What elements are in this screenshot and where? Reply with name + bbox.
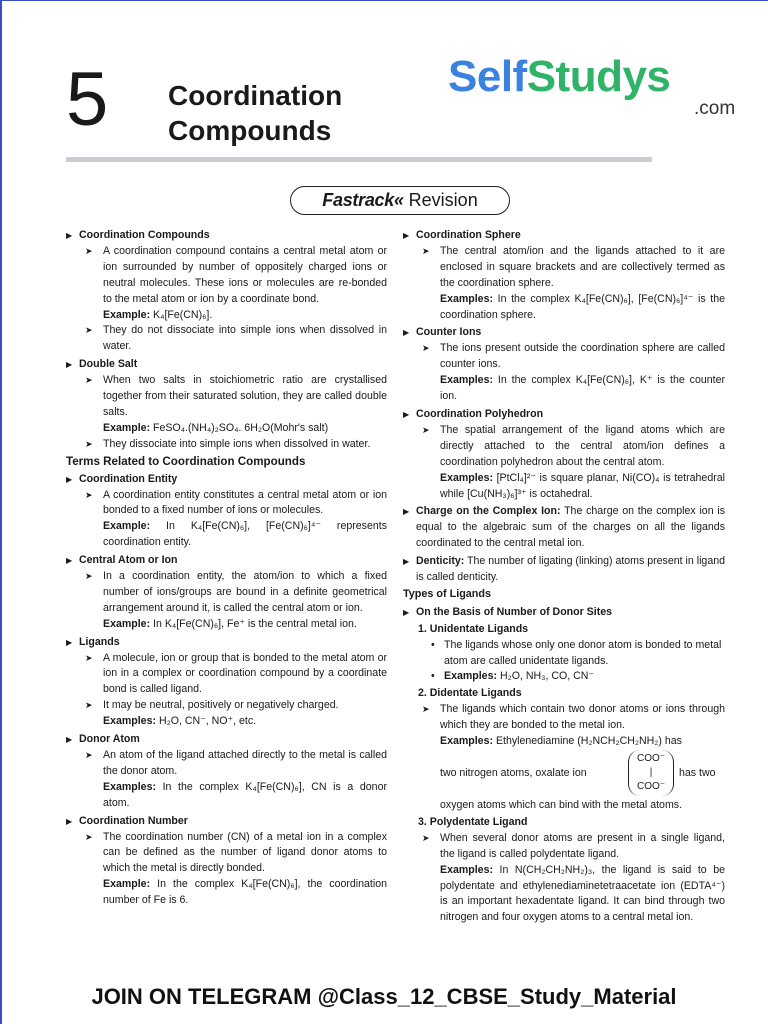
telegram-footer: JOIN ON TELEGRAM @Class_12_CBSE_Study_Material: [91, 984, 677, 1009]
example: Example: FeSO₄.(NH₄)₂SO₄. 6H₂O(Mohr's salt): [103, 421, 329, 434]
heading-donor-atom: ▶ Donor Atom: [66, 732, 387, 748]
oxalate-formula-line: [403, 750, 725, 798]
example: Examples: In the complex K₄[Fe(CN)₆], CN is a donor atom.: [103, 780, 387, 809]
example-continued: oxygen atoms which can bind with the metal atoms.: [440, 799, 683, 811]
banner-regular: Revision: [403, 190, 478, 210]
bullet: ➤ The coordination number (CN) of a metal ion in a complex can be defined as the number of ligand donor atoms to which the metal is directly bonded.: [66, 830, 387, 878]
banner-bold: Fastrack: [322, 190, 394, 210]
bullet: ➤ A molecule, ion or group that is bonded to the metal atom or ion in a complex or coordination compound by a coordinate bond is called ligand.: [66, 651, 387, 699]
example: Examples: H₂O, CN⁻, NO⁺, etc.: [103, 715, 257, 728]
bullet: ➤ An atom of the ligand attached directly to the metal is called the donor atom.: [66, 748, 387, 780]
selfstudys-logo: [448, 52, 670, 102]
heading-coordination-entity: ▶ Coordination Entity: [66, 472, 387, 488]
left-column: [66, 226, 387, 909]
bullet: ➤ A coordination entity constitutes a central metal atom or ion bonded to a fixed number of ions or molecules.: [66, 488, 387, 520]
chapter-title-line2: Compounds: [168, 115, 332, 146]
bullet: ➤ It may be neutral, positively or negatively charged.: [66, 698, 387, 714]
heading-donor-sites: ▶ On the Basis of Number of Donor Sites: [403, 605, 725, 621]
heading-counter-ions: ▶ Counter Ions: [403, 325, 725, 341]
chapter-title: [168, 78, 342, 148]
fastrack-revision-banner: [290, 186, 510, 215]
bullet: ➤ A coordination compound contains a central metal atom or ion surrounded by number of oppositely charged ions or neutral molecules. These ions or molecules are re-bonded to the metal atom or ion by a coordinate bond.: [66, 244, 387, 308]
heading-central-atom: ▶ Central Atom or Ion: [66, 553, 387, 569]
example: Examples: In N(CH₂CH₂NH₂)₃, the ligand is said to be polydentate and ethylenediaminetetraacetate ion (EDTA⁴⁻) is an important hexadentate ligand. It can bind through two nitrogen and four oxygen atoms to a central metal ion.: [440, 863, 725, 924]
heading-ligands: ▶ Ligands: [66, 635, 387, 651]
example: Examples: [PtCl₄]²⁻ is square planar, Ni(CO)₄ is tetrahedral while [Cu(NH₃)₆]³⁺ is octahedral.: [440, 471, 725, 500]
heading-denticity: ▶ Denticity: The number of ligating (linking) atoms present in ligand is called denticity.: [403, 554, 725, 586]
bullet: ➤ The ions present outside the coordination sphere are called counter ions.: [403, 341, 725, 373]
dot-item: • Examples: H₂O, NH₃, CO, CN⁻: [403, 669, 725, 685]
dot-item: • The ligands whose only one donor atom is bonded to metal atom are called unidentate ligands.: [403, 638, 725, 670]
right-column: [403, 226, 725, 926]
oxalate-structure: COO⁻ | COO⁻: [628, 750, 674, 796]
example: Example: In K₄[Fe(CN)₆], [Fe(CN)₆]⁴⁻ represents coordination entity.: [103, 520, 387, 549]
bullet: ➤ In a coordination entity, the atom/ion to which a fixed number of ions/groups are bound in a definite geometrical arrangement around it, is called the central atom or ion.: [66, 569, 387, 617]
heading-types-of-ligands: Types of Ligands: [403, 587, 491, 600]
heading-didentate: 2. Didentate Ligands: [418, 687, 522, 700]
heading-double-salt: ▶ Double Salt: [66, 357, 387, 373]
logo-suffix: .com: [694, 98, 736, 119]
oxalate-pre: two nitrogen atoms, oxalate ion: [440, 767, 587, 779]
example: Example: In the complex K₄[Fe(CN)₆], the coordination number of Fe is 6.: [103, 878, 387, 907]
heading-terms: Terms Related to Coordination Compounds: [66, 454, 306, 468]
heading-unidentate: 1. Unidentate Ligands: [418, 622, 529, 635]
example: Example: K₄[Fe(CN)₆].: [103, 308, 213, 321]
bullet: ➤ They do not dissociate into simple ions when dissolved in water.: [66, 323, 387, 355]
logo-part2: Studys: [526, 52, 671, 101]
heading-coordination-sphere: ▶ Coordination Sphere: [403, 228, 725, 244]
bullet: ➤ The central atom/ion and the ligands attached to it are enclosed in square brackets and are collectively termed as the coordination sphere.: [403, 244, 725, 292]
example: Examples: Ethylenediamine (H₂NCH₂CH₂NH₂) has: [440, 735, 682, 748]
example: Examples: In the complex K₄[Fe(CN)₆], [Fe(CN)₆]⁴⁻ is the coordination sphere.: [440, 292, 725, 321]
oxalate-post: has two: [679, 767, 716, 779]
heading-polydentate: 3. Polydentate Ligand: [418, 815, 528, 828]
bullet: ➤ When two salts in stoichiometric ratio are crystallised together from their saturated solution, they are called double salts.: [66, 373, 387, 421]
title-rule: [66, 157, 652, 162]
logo-part1: Self: [448, 52, 527, 101]
chapter-title-line1: Coordination: [168, 80, 343, 111]
heading-coordination-number: ▶ Coordination Number: [66, 814, 387, 830]
bullet: ➤ They dissociate into simple ions when dissolved in water.: [66, 437, 387, 453]
chapter-number: 5: [66, 57, 109, 142]
heading-coordination-compounds: ▶ Coordination Compounds: [66, 228, 387, 244]
banner-mark: «: [393, 190, 404, 210]
example: Example: In K₄[Fe(CN)₆], Fe⁺ is the central metal ion.: [103, 617, 357, 630]
bullet: ➤ The ligands which contain two donor atoms or ions through which they are bonded to the metal ion.: [403, 702, 725, 734]
bullet: ➤ The spatial arrangement of the ligand atoms which are directly attached to the central atom/ion defines a coordination polyhedron about the central atom.: [403, 423, 725, 471]
example: Examples: In the complex K₄[Fe(CN)₆], K⁺ is the counter ion.: [440, 374, 725, 403]
heading-coordination-polyhedron: ▶ Coordination Polyhedron: [403, 407, 725, 423]
bullet: ➤ When several donor atoms are present in a single ligand, the ligand is called polydentate ligand.: [403, 831, 725, 863]
heading-charge-on-complex: ▶ Charge on the Complex Ion: The charge on the complex ion is equal to the algebraic sum of the charges on all the ligands coordinated to the central metal ion.: [403, 504, 725, 552]
